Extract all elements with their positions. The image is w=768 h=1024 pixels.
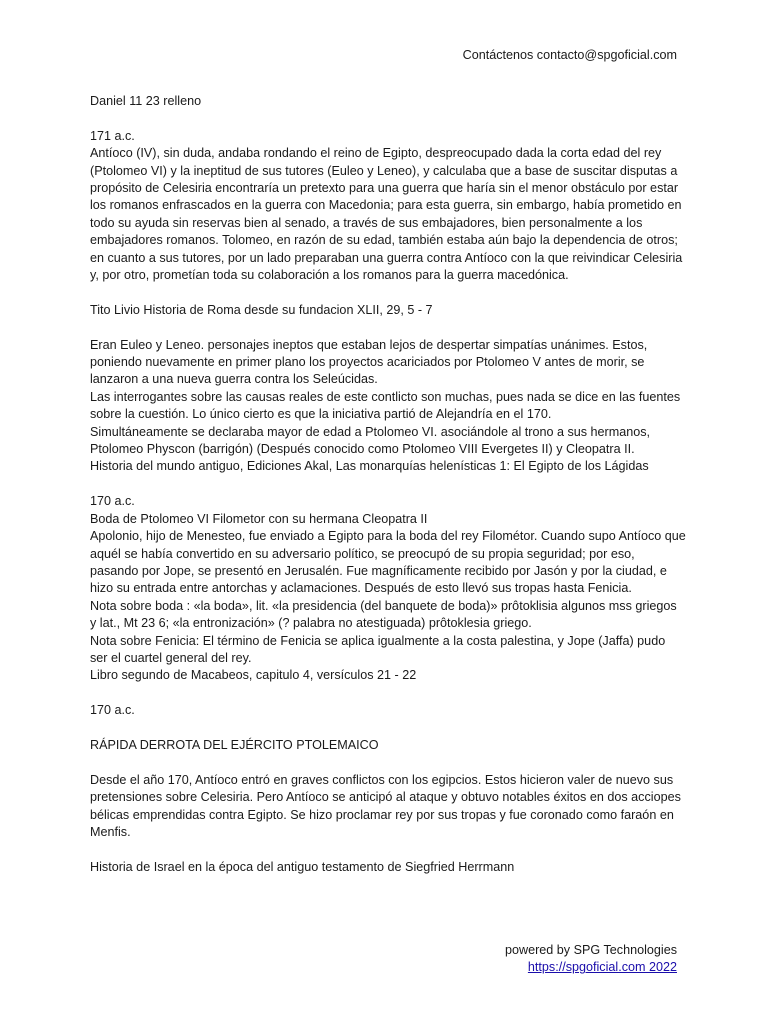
document-body: [90, 93, 686, 894]
powered-by-text: powered by SPG Technologies: [505, 943, 677, 957]
section-171: [90, 128, 686, 285]
source-citation: Tito Livio Historia de Roma desde su fundacion XLII, 29, 5 - 7: [90, 302, 433, 317]
footer: [505, 942, 677, 977]
website-link[interactable]: [505, 959, 677, 976]
section-text: Simultáneamente se declaraba mayor de edad a Ptolomeo VI. asociándole al trono a sus hermanos, Ptolomeo Physcon (barrigón) (Después conocido como Ptolomeo VIII Evergetes II) y Cleopatra II.: [90, 424, 651, 457]
section-170-boda: [90, 493, 686, 684]
section-date: 170 a.c.: [90, 703, 135, 718]
document-title: Daniel 11 23 relleno: [90, 94, 202, 108]
section-heading: RÁPIDA DERROTA DEL EJÉRCITO PTOLEMAICO: [90, 737, 379, 752]
section-text: Desde el año 170, Antíoco entró en graves conflictos con los egipcios. Estos hicieron valer de nuevo sus pretensiones sobre Celesiria. Pero Antíoco se anticipó al ataque y obtuvo notables éxitos en dos acciopes bélicas emprendidas contra Egipto. Se hizo proclamar rey por sus tropas y fue coronado como faraón en Menfis.: [90, 772, 681, 839]
source-citation: Historia del mundo antiguo, Ediciones Akal, Las monarquías helenísticas 1: El Egipto de los Lágidas: [90, 459, 649, 474]
source-citation: Historia de Israel en la época del antiguo testamento de Siegfried Herrmann: [90, 859, 515, 874]
note-boda: Nota sobre boda : «la boda», lit. «la presidencia (del banquete de boda)» prôtoklisia algunos mss griegos y lat., Mt 23 6; «la entronización» (? palabra no atestiguada) prôtoklesia griego.: [90, 598, 677, 631]
section-date: 170 a.c.: [90, 494, 135, 509]
section-text: Antíoco (IV), sin duda, andaba rondando el reino de Egipto, despreocupado dada la corta edad del rey (Ptolomeo VI) y la ineptitud de sus tutores (Euleo y Leneo), y calculaba que a base de suscitar disputas a propósito de Celesiria encontraría un pretexto para una guerra que haría sin el menor obstáculo por estar los romanos enfrascados en la guerra con Macedonia; para esta guerra, sin embargo, había prometido en todo su ayuda sin reservas bien al senado, a través de sus embajadores, bien personalmente a los embajadores romanos. Tolomeo, en razón de su edad, también estaba aún bajo la dependencia de otros; en cuanto a sus tutores, por un lado preparaban una guerra contra Antíoco con la que reivindicar Celesiria y, por otro, prometían toda su colaboración a los romanos para la guerra macedónica.: [90, 146, 683, 283]
section-heading: Boda de Ptolomeo VI Filometor con su hermana Cleopatra II: [90, 511, 428, 526]
section-text: Apolonio, hijo de Menesteo, fue enviado a Egipto para la boda del rey Filométor. Cuando supo Antíoco que aquél se había convertido en su adversario político, se preocupó de su propia seguridad; por eso, pasando por Jope, se presentó en Jerusalén. Fue magníficamente recibido por Jasón y por la ciudad, e hizo su entrada entre antorchas y aclamaciones. Después de esto llevó sus tropas hasta Fenicia.: [90, 529, 686, 596]
website-link-year: 2022: [645, 960, 677, 975]
section-euleo-leneo: [90, 337, 686, 476]
website-link-url: https://spgoficial.com: [527, 960, 646, 975]
section-text: Eran Euleo y Leneo. personajes ineptos que estaban lejos de despertar simpatías unánimes. Estos, poniendo nuevamente en primer plano los proyectos acariciados por Ptolomeo V antes de morir, se lanzaron a una nueva guerra contra los Seleúcidas.: [90, 337, 648, 387]
contact-header: Contáctenos contacto@spgoficial.com: [462, 48, 677, 62]
section-date: 171 a.c.: [90, 128, 135, 143]
note-fenicia: Nota sobre Fenicia: El término de Fenicia se aplica igualmente a la costa palestina, y Jope (Jaffa) pudo ser el cuartel general del rey.: [90, 633, 666, 665]
source-citation: Libro segundo de Macabeos, capitulo 4, versículos 21 - 22: [90, 668, 417, 683]
section-text: Las interrogantes sobre las causas reales de este contlicto son muchas, pues nada se dice en las fuentes sobre la cuestión. Lo único cierto es que la iniciativa partió de Alejandría en el 170.: [90, 389, 681, 422]
